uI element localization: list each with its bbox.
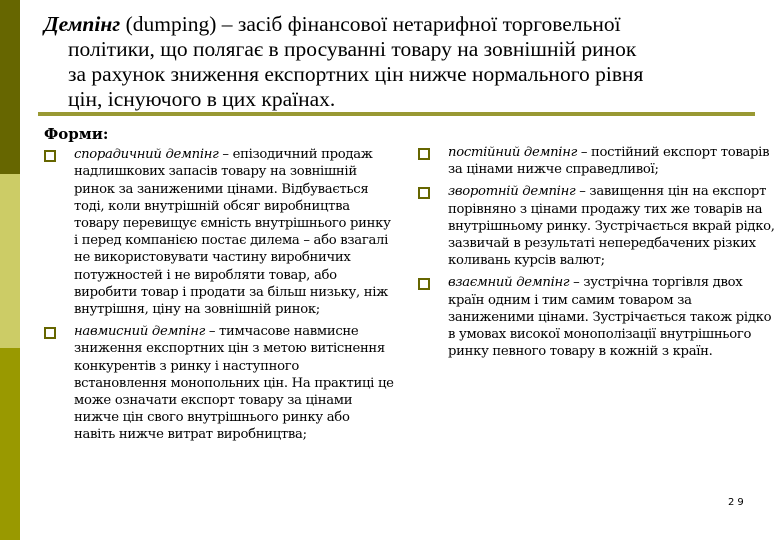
- square-bullet-icon: [44, 327, 56, 339]
- side-bar-light: [0, 174, 20, 348]
- item-term: взаємний демпінг: [448, 275, 570, 291]
- item-text: – постійний експорт товарів за цінами нижче справедливої;: [448, 145, 770, 178]
- slide-title: [44, 12, 744, 112]
- right-column: [418, 144, 780, 365]
- list-item: [418, 144, 780, 178]
- left-column: [44, 126, 394, 449]
- forms-heading: Форми:: [44, 125, 109, 143]
- title-line: цін, існуючого в цих країнах.: [68, 87, 336, 111]
- title-line: за рахунок зниження експортних цін нижче нормального рівня: [68, 62, 644, 86]
- title-line: політики, що полягає в просуванні товару на зовнішній ринок: [68, 37, 637, 61]
- list-item: [44, 146, 394, 318]
- item-term: спорадичний демпінг: [74, 147, 219, 163]
- page-number: 29: [728, 497, 747, 508]
- list-item: [418, 183, 780, 269]
- square-bullet-icon: [418, 278, 430, 290]
- list-item: [418, 274, 780, 360]
- item-term: постійний демпінг: [448, 145, 577, 160]
- title-term: Демпінг: [44, 12, 121, 36]
- list-item: [44, 323, 394, 443]
- item-term: зворотній демпінг: [448, 184, 576, 200]
- item-text: – тимчасове навмисне зниження експортних цін з метою витіснення конкурентів з ринку і наступного встановлення монопольних цін. На практиці це може означати експорт товару за цінами нижче цін свого внутрішнього ринку або навіть нижче витрат виробництва;: [74, 324, 394, 443]
- item-term: навмисний демпінг: [74, 324, 205, 340]
- side-bar-dark: [0, 0, 20, 174]
- square-bullet-icon: [418, 148, 430, 160]
- title-line: (dumping) – засіб фінансової нетарифної торговельної: [125, 12, 621, 36]
- item-text: – завищення цін на експорт порівняно з цінами продажу тих же товарів на внутрішньому ринку. Зустрічається вкрай рідко, зазвичай в результаті непередбачених різких коливань курсів валют;: [448, 184, 775, 269]
- square-bullet-icon: [418, 187, 430, 199]
- item-text: – епізодичний продаж надлишкових запасів товару на зовнішній ринок за заниженими цінами. Відбувається тоді, коли внутрішній обсяг виробництва товару перевищує ємність внутрішнього ринку і перед компанією постає дилема – або взагалі не використовувати частину виробничих потужностей і не виробляти товар, або виробити товар і продати за більш низьку, ніж внутрішня, ціну на зовнішній ринок;: [74, 147, 391, 318]
- title-divider: [38, 112, 755, 116]
- side-bar-mid: [0, 348, 20, 540]
- square-bullet-icon: [44, 150, 56, 162]
- item-text: – зустрічна торгівля двох країн одним і тим самим товаром за заниженими цінами. Зустрічається також рідко в умовах високої монополізації внутрішнього ринку певного товару в кожній з країн.: [448, 275, 772, 360]
